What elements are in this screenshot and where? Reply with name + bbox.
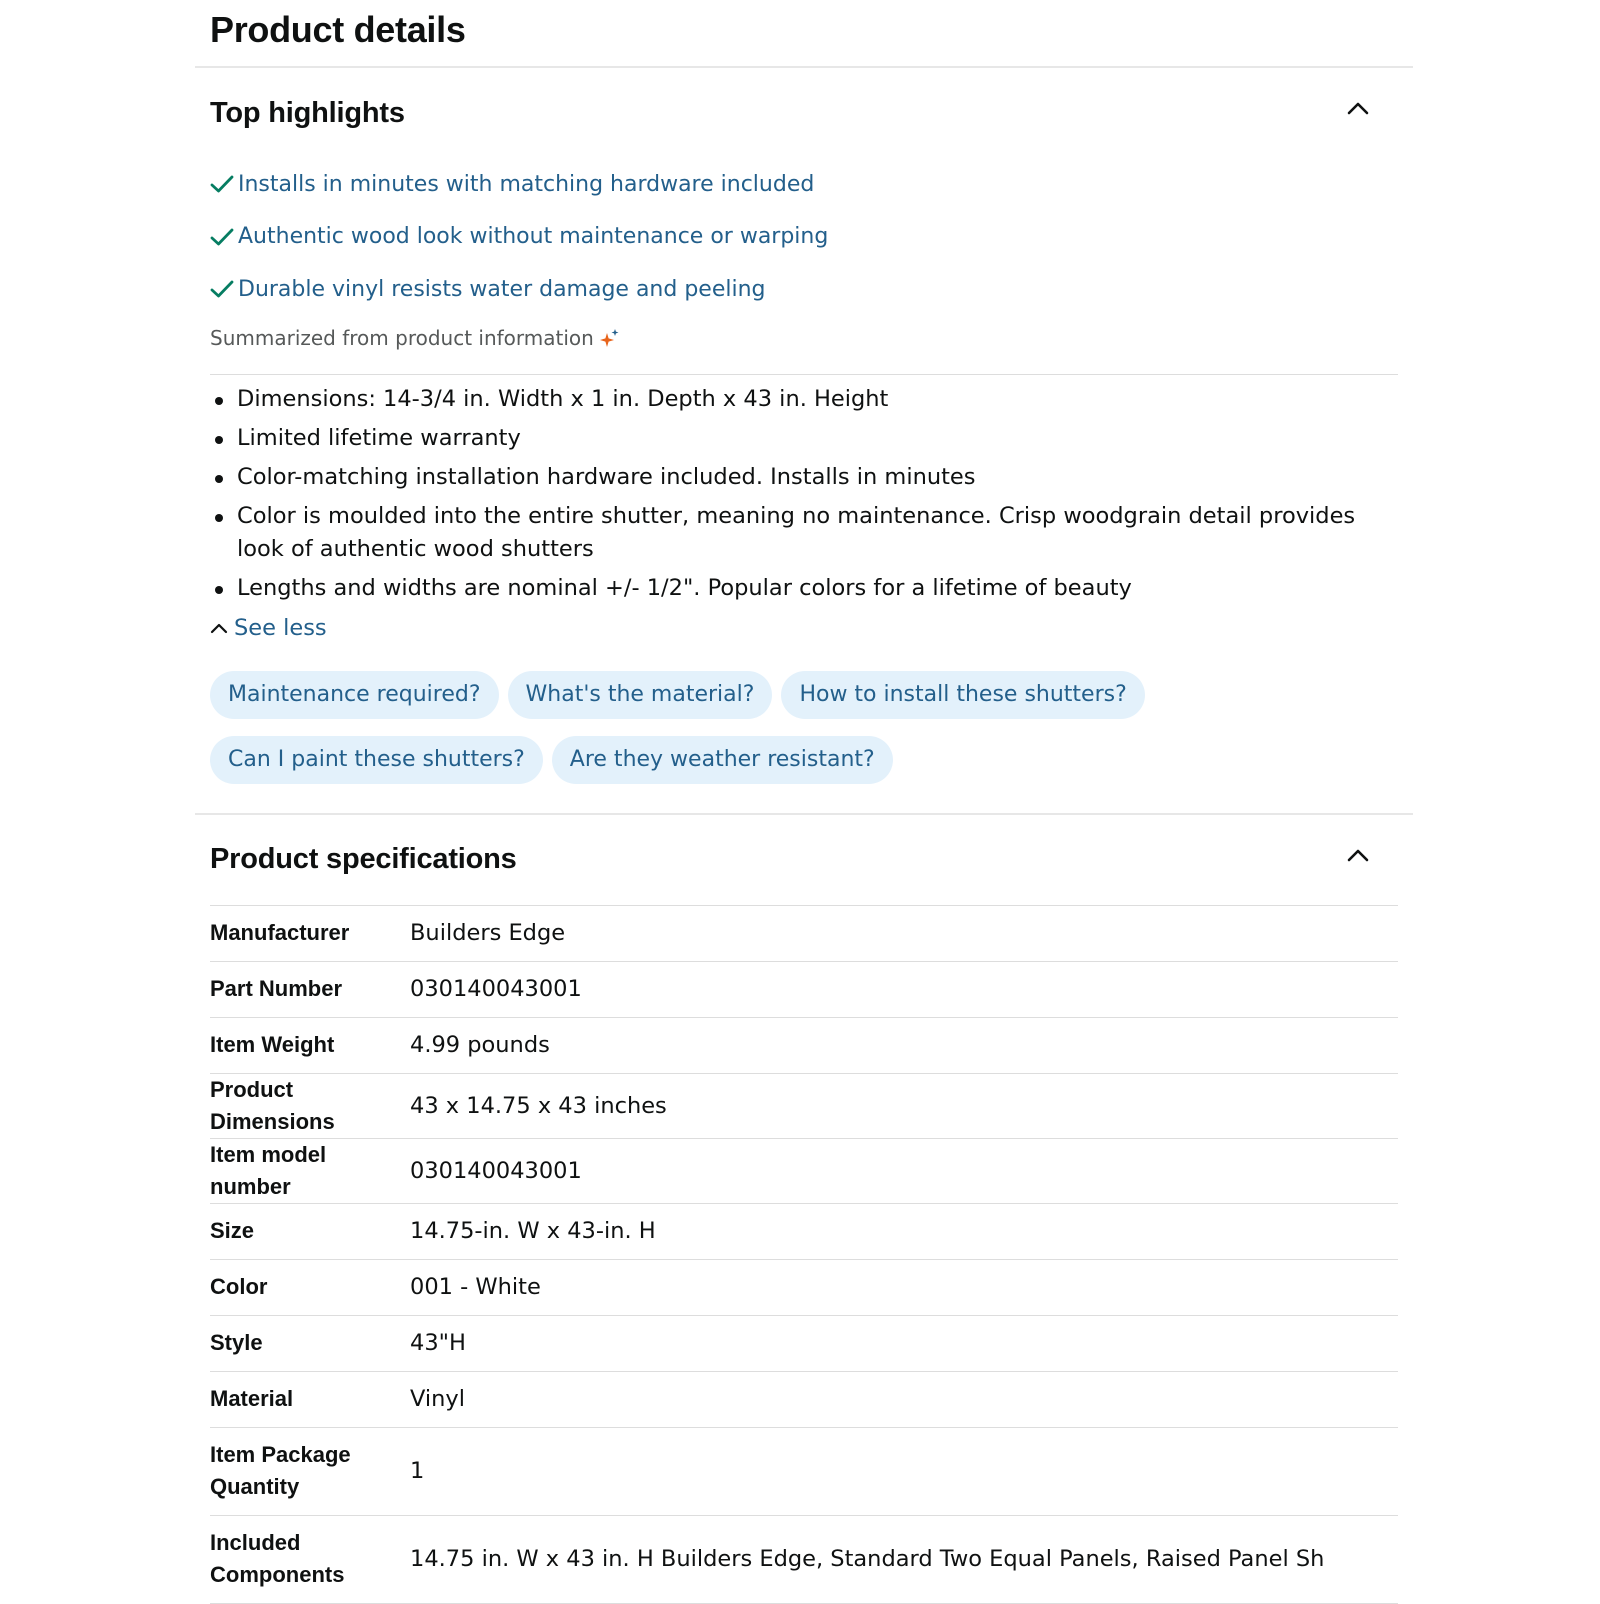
spec-label: Material xyxy=(210,1386,294,1411)
question-chip[interactable]: Can I paint these shutters? xyxy=(210,736,543,784)
highlight-text: Authentic wood look without maintenance or warping xyxy=(238,224,829,250)
see-less-label: See less xyxy=(234,614,327,641)
product-details-page xyxy=(195,0,1413,1604)
spec-row xyxy=(210,1204,1398,1260)
spec-value: 43"H xyxy=(410,1330,466,1356)
question-chip[interactable]: Maintenance required? xyxy=(210,671,499,719)
highlight-item[interactable] xyxy=(210,263,1398,316)
spec-table xyxy=(210,905,1398,1604)
spec-label: Item model number xyxy=(210,1141,327,1199)
feature-bullet: Color is moulded into the entire shutter, meaning no maintenance. Crisp woodgrain detail provides look of authentic wood shutters xyxy=(210,500,1398,566)
spec-value: 43 x 14.75 x 43 inches xyxy=(410,1092,667,1119)
highlights-list xyxy=(210,158,1398,316)
spec-row xyxy=(210,962,1398,1018)
spec-row xyxy=(210,1516,1398,1604)
spec-value: 030140043001 xyxy=(410,976,582,1002)
spec-row xyxy=(210,1372,1398,1428)
spec-value: 030140043001 xyxy=(410,1157,582,1184)
spec-value: Vinyl xyxy=(410,1386,465,1412)
spec-value: 1 xyxy=(410,1458,425,1484)
highlight-text: Installs in minutes with matching hardware included xyxy=(238,171,815,197)
feature-bullets xyxy=(210,375,1398,605)
top-highlights-header[interactable] xyxy=(210,68,1398,158)
product-specifications-section xyxy=(195,815,1413,1604)
spec-label: Size xyxy=(210,1218,255,1243)
spec-row xyxy=(210,1260,1398,1316)
check-icon xyxy=(210,279,234,299)
spec-row xyxy=(210,1018,1398,1074)
highlight-text: Durable vinyl resists water damage and peeling xyxy=(238,276,766,302)
product-specifications-header[interactable] xyxy=(210,815,1398,905)
highlight-item[interactable] xyxy=(210,158,1398,211)
spec-label: Color xyxy=(210,1274,268,1299)
spec-value: 001 - White xyxy=(410,1274,541,1300)
spec-value: 14.75-in. W x 43-in. H xyxy=(410,1218,656,1244)
feature-bullet: Lengths and widths are nominal +/- 1/2". Popular colors for a lifetime of beauty xyxy=(210,572,1398,605)
spec-label: Manufacturer xyxy=(210,920,350,945)
spec-value: Builders Edge xyxy=(410,920,566,946)
spec-label: Product Dimensions xyxy=(210,1076,335,1134)
spec-row xyxy=(210,1139,1398,1204)
spec-label: Item Package Quantity xyxy=(210,1442,351,1499)
feature-bullet: Color-matching installation hardware included. Installs in minutes xyxy=(210,461,1398,494)
check-icon xyxy=(210,174,234,194)
spec-row xyxy=(210,1316,1398,1372)
caret-up-icon[interactable] xyxy=(1346,96,1370,120)
spec-row xyxy=(210,1074,1398,1139)
spec-label: Part Number xyxy=(210,976,343,1001)
question-chip[interactable]: What's the material? xyxy=(508,671,773,719)
page-title: Product details xyxy=(210,9,466,50)
spec-label: Style xyxy=(210,1330,263,1355)
spec-row xyxy=(210,906,1398,962)
top-highlights-title: Top highlights xyxy=(210,96,405,129)
check-icon xyxy=(210,227,234,247)
spec-value: 4.99 pounds xyxy=(410,1032,550,1058)
feature-bullet: Limited lifetime warranty xyxy=(210,422,1398,455)
product-specifications-title: Product specifications xyxy=(210,843,517,875)
question-chips xyxy=(210,671,1310,801)
feature-bullet: Dimensions: 14-3/4 in. Width x 1 in. Depth x 43 in. Height xyxy=(210,383,1398,416)
summary-note xyxy=(210,316,1398,360)
question-chip[interactable]: How to install these shutters? xyxy=(781,671,1144,719)
sparkle-icon xyxy=(600,328,620,348)
highlight-item[interactable] xyxy=(210,211,1398,264)
summary-note-text: Summarized from product information xyxy=(210,325,594,350)
see-less-link[interactable] xyxy=(210,611,1398,645)
spec-label: Included Components xyxy=(210,1530,345,1587)
spec-label: Item Weight xyxy=(210,1032,335,1057)
caret-up-icon[interactable] xyxy=(1346,843,1370,867)
spec-value: 14.75 in. W x 43 in. H Builders Edge, Standard Two Equal Panels, Raised Panel Sh xyxy=(410,1546,1325,1572)
chevron-up-icon xyxy=(210,621,228,635)
question-chip[interactable]: Are they weather resistant? xyxy=(552,736,893,784)
spec-row xyxy=(210,1428,1398,1516)
top-highlights-section xyxy=(195,68,1413,801)
